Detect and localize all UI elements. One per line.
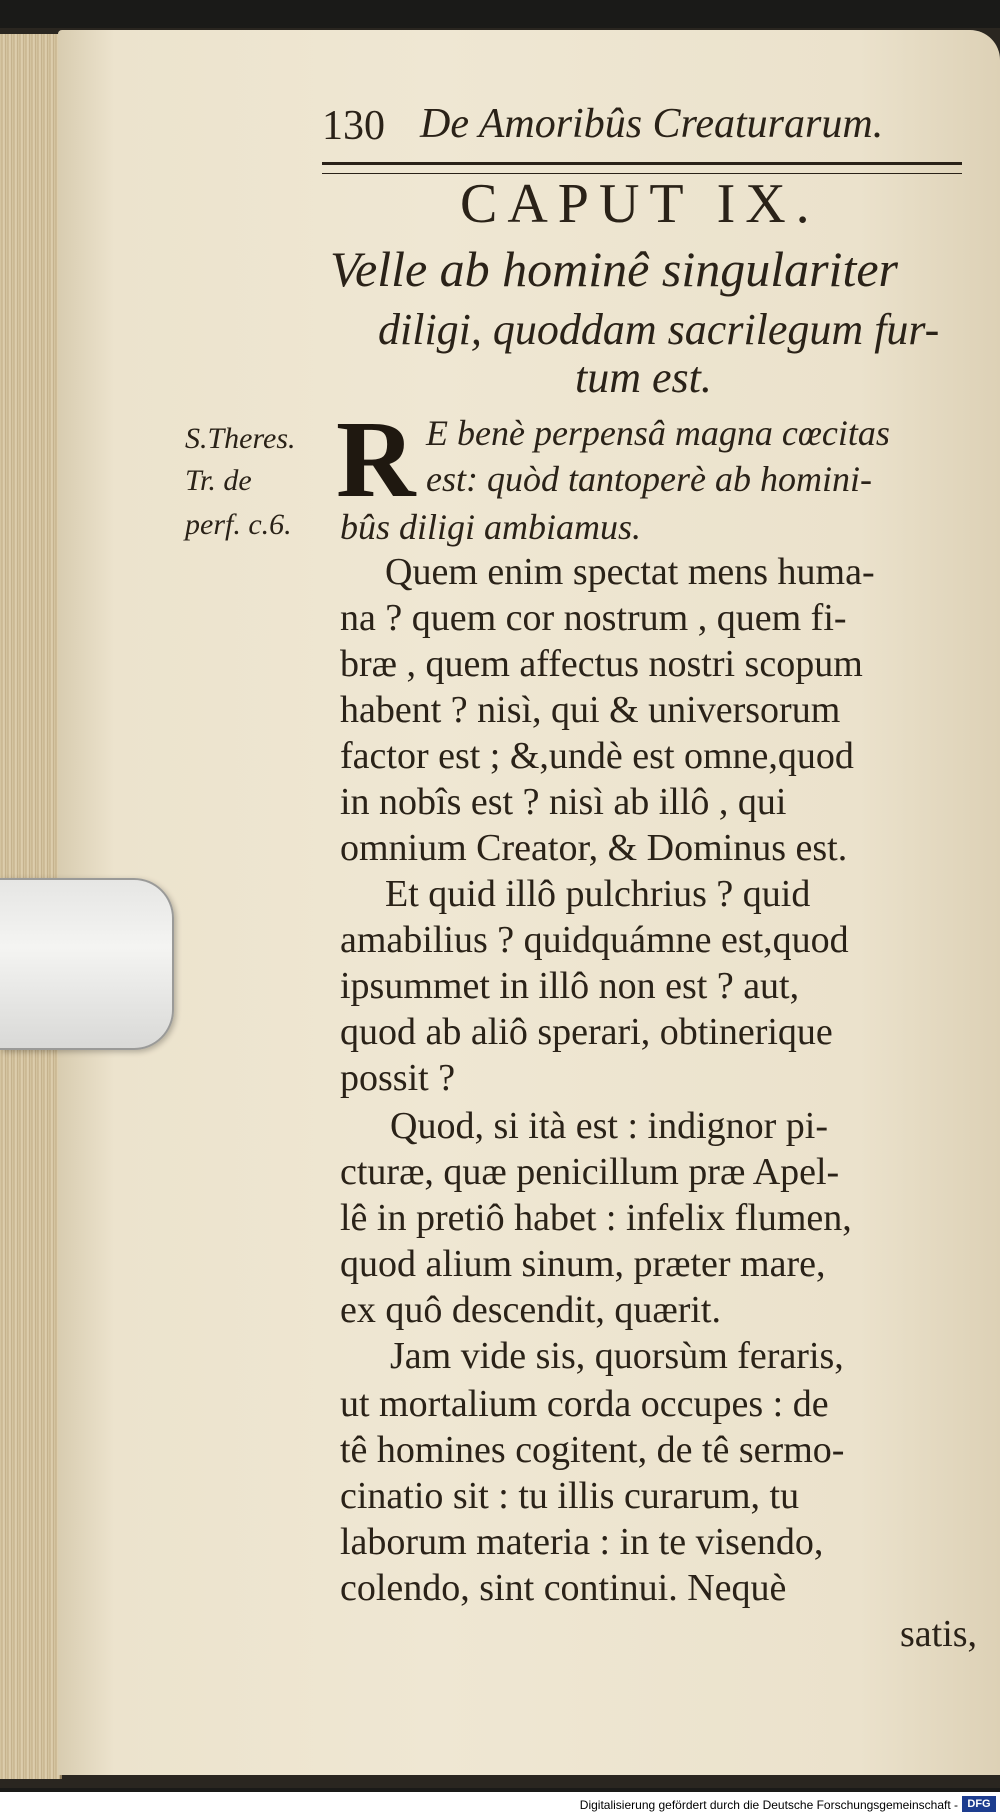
dfg-logo: DFG <box>962 1796 996 1812</box>
margin-note-line: perf. c.6. <box>185 508 292 541</box>
chapter-title-line: tum est. <box>575 353 712 402</box>
body-line: ut mortalium corda occupes : de <box>340 1383 829 1425</box>
body-line: ex quô descendit, quærit. <box>340 1289 721 1331</box>
body-line: satis, <box>900 1613 978 1655</box>
body-line: factor est ; &,undè est omne,quod <box>340 735 854 777</box>
body-line: tê homines cogitent, de tê sermo- <box>340 1429 845 1471</box>
chapter-title-line: Velle ab hominê singulariter <box>330 241 898 297</box>
page-number: 130 <box>322 103 385 149</box>
body-line: ipsummet in illô non est ? aut, <box>340 965 800 1007</box>
body-line: colendo, sint continui. Nequè <box>340 1567 787 1609</box>
body-line: habent ? nisì, qui & universorum <box>340 689 841 731</box>
body-line: cturæ, quæ penicillum præ Apel- <box>340 1151 840 1193</box>
body-line: lê in pretiô habet : infelix flumen, <box>340 1197 852 1239</box>
intro-line: est: quòd tantoperè ab homini- <box>426 459 872 499</box>
body-line: Jam vide sis, quorsùm feraris, <box>390 1335 844 1377</box>
intro-line: bûs diligi ambiamus. <box>340 507 642 547</box>
body-line: Quem enim spectat mens huma- <box>385 551 875 593</box>
body-line: na ? quem cor nostrum , quem fi- <box>340 597 847 639</box>
drop-cap: R <box>336 398 416 520</box>
body-line: quod ab aliô sperari, obtinerique <box>340 1011 833 1053</box>
body-line: bræ , quem affectus nostri scopum <box>340 643 863 685</box>
body-line: laborum materia : in te visendo, <box>340 1521 824 1563</box>
intro-line: E benè perpensâ magna cœcitas <box>426 413 890 453</box>
body-line: omnium Creator, & Dominus est. <box>340 827 848 869</box>
body-line: in nobîs est ? nisì ab illô , qui <box>340 781 787 823</box>
digitization-credit: Digitalisierung gefördert durch die Deutsche Forschungsgemeinschaft - <box>579 1798 958 1812</box>
running-title: De Amoribûs Creaturarum. <box>420 101 884 147</box>
body-line: quod alium sinum, præter mare, <box>340 1243 826 1285</box>
margin-note-line: Tr. de <box>185 464 252 497</box>
body-line: cinatio sit : tu illis curarum, tu <box>340 1475 800 1517</box>
page-clip <box>0 878 174 1050</box>
margin-note-line: S.Theres. <box>185 422 296 455</box>
body-line: Et quid illô pulchrius ? quid <box>385 873 811 915</box>
body-line: possit ? <box>340 1057 456 1099</box>
chapter-title-line: diligi, quoddam sacrilegum fur- <box>378 305 940 354</box>
body-line: Quod, si ità est : indignor pi- <box>390 1105 829 1147</box>
body-line: amabilius ? quidquámne est,quod <box>340 919 849 961</box>
chapter-heading: CAPUT IX. <box>460 173 820 235</box>
